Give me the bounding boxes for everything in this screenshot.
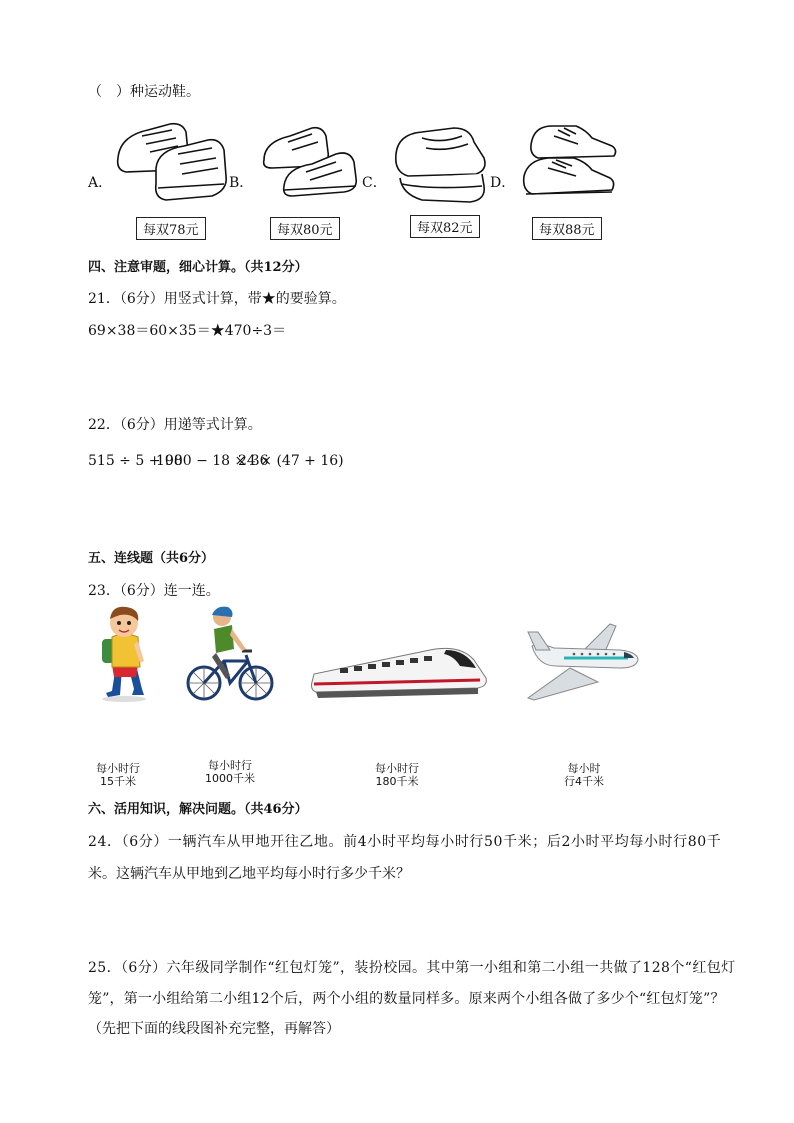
- q25-line-2: 笼”，第一小组给第二小组12个后，两个小组的数量同样多。原来两个小组各做了多少个“红包灯笼”？: [88, 991, 725, 1007]
- speed-label-1: 每小时行 15千米: [96, 762, 140, 788]
- walking-boy-image: [98, 605, 152, 703]
- price-d: 每双88元: [532, 217, 602, 240]
- section4-title: 四、注意审题，细心计算。（共12分）: [88, 260, 308, 275]
- q20-stem: （ ）种运动鞋。: [88, 84, 200, 100]
- q24-line-2: 米。这辆汽车从甲地到乙地平均每小时行多少千米？: [88, 866, 410, 882]
- speed-label-2: 每小时行 1000千米: [205, 759, 255, 785]
- q21-expressions: 69×38＝60×35＝★470÷3＝: [88, 323, 287, 339]
- q21-stem: 21．（6分）用竖式计算，带★的要验算。: [88, 291, 346, 307]
- option-d-letter: D．: [490, 175, 516, 191]
- q24-line-1: 24．（6分）一辆汽车从甲地开往乙地。前4小时平均每小时行50千米；后2小时平均每小时行80千: [88, 834, 722, 850]
- q22-expr-2: 1000 − 18 × 36: [156, 453, 269, 469]
- shoe-d-image: [518, 120, 618, 206]
- speed-label-3: 每小时行 180千米: [375, 762, 419, 788]
- q25-line-1: 25．（6分）六年级同学制作“红包灯笼”，装扮校园。其中第一小组和第二小组一共做了128个“红包灯: [88, 960, 736, 976]
- cyclist-image: [186, 605, 274, 703]
- option-b-letter: B．: [229, 175, 254, 191]
- section5-title: 五、连线题（共6分）: [88, 551, 215, 566]
- option-a-letter: A．: [88, 175, 113, 191]
- q22-expr-1: 515 ÷ 5 + 98: [88, 453, 183, 469]
- section6-title: 六、活用知识，解决问题。（共46分）: [88, 802, 308, 817]
- q25-line-3: （先把下面的线段图补充完整，再解答）: [88, 1021, 340, 1037]
- shoe-a-image: [112, 118, 232, 210]
- price-b: 每双80元: [270, 217, 340, 240]
- price-c: 每双82元: [410, 215, 480, 238]
- price-a: 每双78元: [136, 217, 206, 240]
- q22-expr-3: 24 × (47 + 16): [238, 453, 344, 469]
- shoe-c-image: [392, 124, 490, 208]
- bullet-train-image: [310, 638, 488, 702]
- airplane-image: [524, 620, 640, 702]
- q22-stem: 22．（6分）用递等式计算。: [88, 417, 262, 433]
- speed-label-4: 每小时 行4千米: [564, 762, 604, 788]
- shoe-b-image: [260, 120, 360, 208]
- q23-stem: 23．（6分）连一连。: [88, 583, 220, 599]
- option-c-letter: C．: [362, 175, 387, 191]
